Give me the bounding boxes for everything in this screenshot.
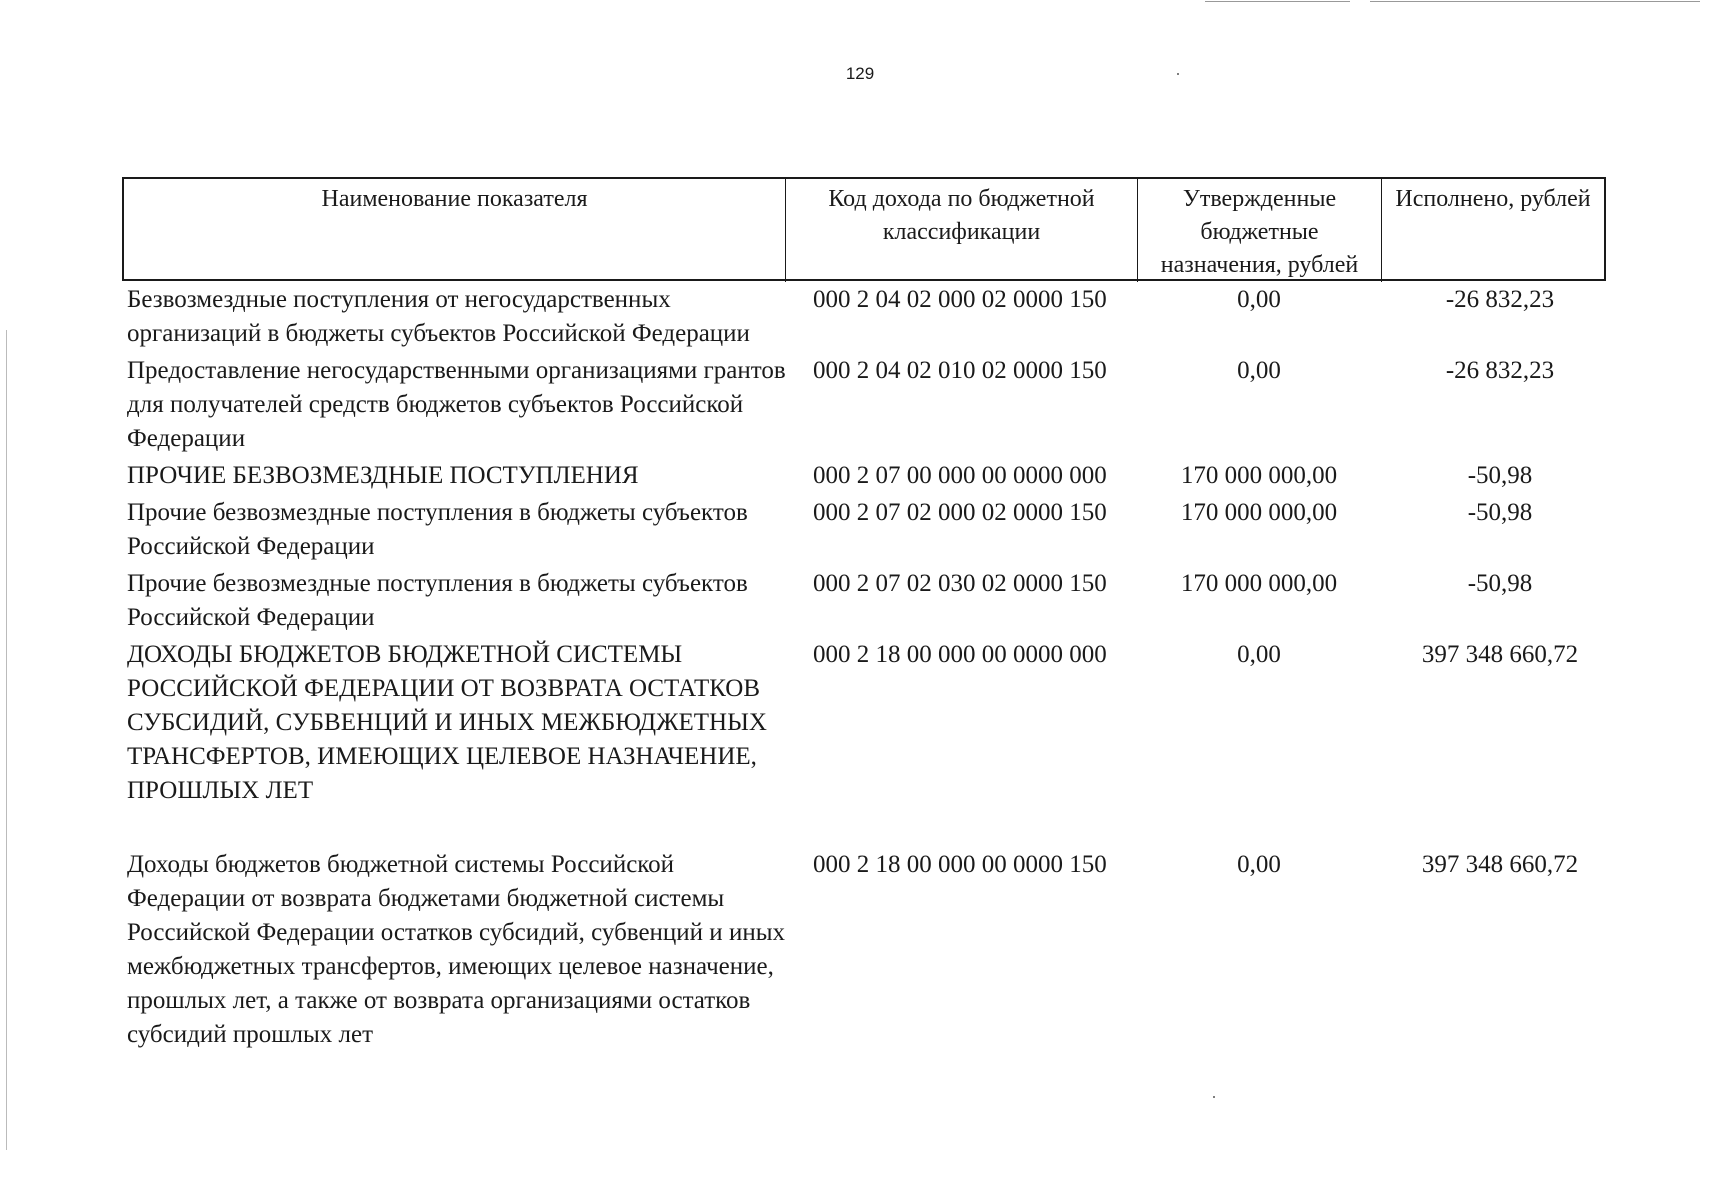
row-approved: 170 000 000,00 (1180, 570, 1338, 597)
scan-edge (1205, 1, 1350, 2)
table-body (127, 283, 1607, 1055)
table-row (127, 459, 1607, 493)
row-name: Предоставление негосударственными организациями грантов для получателей средств бюджетов субъектов Российской Федерации (127, 357, 786, 452)
row-code: 000 2 04 02 010 02 0000 150 (813, 357, 1107, 384)
row-approved: 0,00 (1237, 357, 1281, 384)
row-name: Безвозмездные поступления от негосударственных организаций в бюджеты субъектов Российской Федерации (127, 286, 750, 347)
scan-speck (1213, 1096, 1215, 1098)
row-name: Прочие безвозмездные поступления в бюджеты субъектов Российской Федерации (127, 499, 748, 560)
table-row (127, 567, 1607, 635)
table-row (127, 848, 1607, 1052)
row-approved: 0,00 (1237, 286, 1281, 313)
row-name: Доходы бюджетов бюджетной системы Российской Федерации от возврата бюджетами бюджетной системы Российской Федерации остатков субсидий, субвенций и иных межбюджетных трансфертов, имеющих целевое назначение, прошлых лет, а также от возврата организациями остатков субсидий прошлых лет (127, 851, 785, 1048)
row-approved: 170 000 000,00 (1180, 499, 1338, 526)
row-name: ПРОЧИЕ БЕЗВОЗМЕЗДНЫЕ ПОСТУПЛЕНИЯ (127, 462, 639, 489)
row-executed: -26 832,23 (1445, 357, 1555, 384)
scan-edge (6, 330, 7, 1150)
header-name: Наименование показателя (124, 179, 786, 282)
row-code: 000 2 07 02 030 02 0000 150 (813, 570, 1107, 597)
table-row (127, 354, 1607, 456)
table-row (127, 638, 1607, 808)
row-executed: -50,98 (1467, 499, 1533, 526)
row-code: 000 2 04 02 000 02 0000 150 (813, 286, 1107, 313)
row-executed: -26 832,23 (1445, 286, 1555, 313)
table-row (127, 496, 1607, 564)
row-name: ДОХОДЫ БЮДЖЕТОВ БЮДЖЕТНОЙ СИСТЕМЫ РОССИЙСКОЙ ФЕДЕРАЦИИ ОТ ВОЗВРАТА ОСТАТКОВ СУБСИДИЙ, СУБВЕНЦИЙ И ИНЫХ МЕЖБЮДЖЕТНЫХ ТРАНСФЕРТОВ, ИМЕЮЩИХ ЦЕЛЕВОЕ НАЗНАЧЕНИЕ, ПРОШЛЫХ ЛЕТ (127, 641, 767, 804)
row-approved: 0,00 (1237, 851, 1281, 878)
row-approved: 170 000 000,00 (1180, 462, 1338, 489)
row-name: Прочие безвозмездные поступления в бюджеты субъектов Российской Федерации (127, 570, 748, 631)
header-approved: Утвержденные бюджетные назначения, рублей (1138, 179, 1382, 282)
row-code: 000 2 18 00 000 00 0000 150 (813, 851, 1107, 878)
row-approved: 0,00 (1237, 641, 1281, 668)
header-code: Код дохода по бюджетной классификации (786, 179, 1138, 282)
row-executed: -50,98 (1467, 570, 1533, 597)
row-executed: -50,98 (1467, 462, 1533, 489)
table-header (122, 177, 1606, 281)
row-executed: 397 348 660,72 (1421, 641, 1579, 668)
row-code: 000 2 07 02 000 02 0000 150 (813, 499, 1107, 526)
table-row (127, 283, 1607, 351)
header-executed: Исполнено, рублей (1395, 186, 1591, 212)
row-code: 000 2 18 00 000 00 0000 000 (813, 641, 1107, 668)
page-number: 129 (845, 64, 875, 83)
row-executed: 397 348 660,72 (1421, 851, 1579, 878)
row-code: 000 2 07 00 000 00 0000 000 (813, 462, 1107, 489)
scan-edge (1370, 1, 1700, 2)
